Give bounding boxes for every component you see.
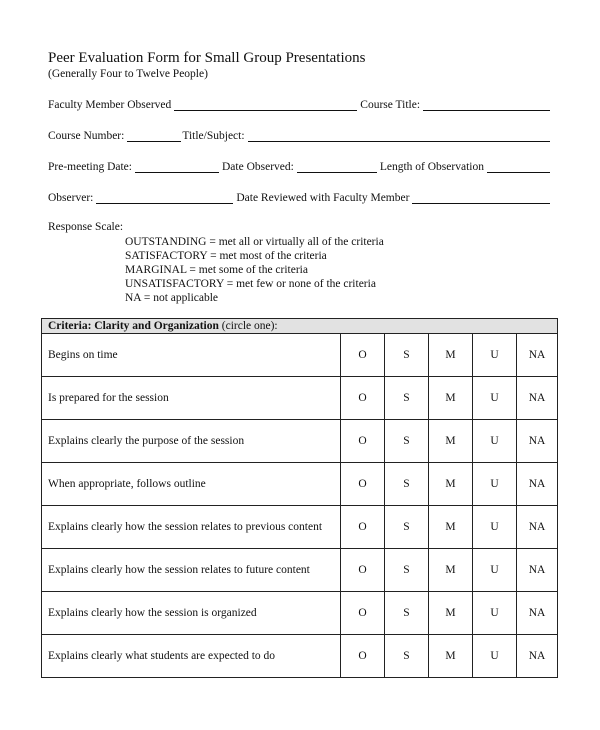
option-satisfactory[interactable]: S: [385, 635, 429, 678]
option-marginal[interactable]: M: [429, 377, 473, 420]
criterion-label: Is prepared for the session: [42, 377, 341, 420]
date-reviewed-label: Date Reviewed with Faculty Member: [236, 192, 410, 204]
title-subject-label: Title/Subject:: [182, 130, 245, 142]
observer-field[interactable]: [96, 191, 233, 204]
option-unsatisfactory[interactable]: U: [473, 506, 517, 549]
option-satisfactory[interactable]: S: [385, 506, 429, 549]
option-na[interactable]: NA: [517, 592, 558, 635]
option-satisfactory[interactable]: S: [385, 592, 429, 635]
criteria-header-row: [42, 319, 558, 334]
observer-label: Observer:: [48, 192, 94, 204]
field-row-course: [48, 126, 550, 142]
option-outstanding[interactable]: O: [341, 420, 385, 463]
scale-item-unsatisfactory: UNSATISFACTORY = met few or none of the criteria: [125, 278, 376, 290]
option-outstanding[interactable]: O: [341, 463, 385, 506]
option-na[interactable]: NA: [517, 334, 558, 377]
field-row-dates: [48, 157, 550, 173]
course-title-label: Course Title:: [360, 99, 421, 111]
option-outstanding[interactable]: O: [341, 506, 385, 549]
option-marginal[interactable]: M: [429, 549, 473, 592]
option-unsatisfactory[interactable]: U: [473, 592, 517, 635]
table-row: [42, 592, 558, 635]
title-subject-field[interactable]: [248, 129, 550, 142]
option-marginal[interactable]: M: [429, 506, 473, 549]
option-outstanding[interactable]: O: [341, 377, 385, 420]
option-outstanding[interactable]: O: [341, 635, 385, 678]
scale-item-na: NA = not applicable: [125, 292, 219, 304]
premeeting-date-field[interactable]: [135, 160, 219, 173]
criterion-label: When appropriate, follows outline: [42, 463, 341, 506]
option-unsatisfactory[interactable]: U: [473, 334, 517, 377]
option-marginal[interactable]: M: [429, 334, 473, 377]
option-unsatisfactory[interactable]: U: [473, 463, 517, 506]
length-observation-field[interactable]: [487, 160, 550, 173]
criteria-heading-title: Criteria: Clarity and Organization: [48, 320, 219, 332]
length-observation-label: Length of Observation: [379, 161, 484, 173]
criterion-label: Explains clearly the purpose of the session: [42, 420, 341, 463]
option-unsatisfactory[interactable]: U: [473, 549, 517, 592]
option-na[interactable]: NA: [517, 463, 558, 506]
option-na[interactable]: NA: [517, 506, 558, 549]
table-row: [42, 506, 558, 549]
criterion-label: Begins on time: [42, 334, 341, 377]
option-na[interactable]: NA: [517, 420, 558, 463]
criteria-heading-note: (circle one):: [218, 320, 278, 332]
field-row-faculty: [48, 95, 550, 111]
table-row: [42, 377, 558, 420]
option-unsatisfactory[interactable]: U: [473, 635, 517, 678]
table-row: [42, 635, 558, 678]
faculty-member-label: Faculty Member Observed: [48, 99, 172, 111]
criteria-table: [41, 318, 558, 678]
table-row: [42, 334, 558, 377]
option-unsatisfactory[interactable]: U: [473, 377, 517, 420]
response-scale-label: Response Scale:: [48, 221, 124, 233]
premeeting-date-label: Pre-meeting Date:: [48, 161, 132, 173]
option-satisfactory[interactable]: S: [385, 377, 429, 420]
option-outstanding[interactable]: O: [341, 592, 385, 635]
option-marginal[interactable]: M: [429, 592, 473, 635]
option-satisfactory[interactable]: S: [385, 334, 429, 377]
page-subtitle: (Generally Four to Twelve People): [48, 68, 208, 80]
page-title: Peer Evaluation Form for Small Group Presentations: [48, 50, 366, 66]
option-marginal[interactable]: M: [429, 635, 473, 678]
scale-item-marginal: MARGINAL = met some of the criteria: [125, 264, 308, 276]
table-row: [42, 420, 558, 463]
option-na[interactable]: NA: [517, 635, 558, 678]
course-title-field[interactable]: [423, 98, 550, 111]
field-row-observer: [48, 188, 550, 204]
option-marginal[interactable]: M: [429, 463, 473, 506]
course-number-field[interactable]: [127, 129, 181, 142]
scale-item-outstanding: OUTSTANDING = met all or virtually all of the criteria: [125, 236, 384, 248]
faculty-member-field[interactable]: [174, 98, 357, 111]
course-number-label: Course Number:: [48, 130, 125, 142]
date-observed-label: Date Observed:: [221, 161, 294, 173]
option-na[interactable]: NA: [517, 549, 558, 592]
date-reviewed-field[interactable]: [412, 191, 550, 204]
option-satisfactory[interactable]: S: [385, 549, 429, 592]
criterion-label: Explains clearly what students are expected to do: [42, 635, 341, 678]
table-row: [42, 549, 558, 592]
option-outstanding[interactable]: O: [341, 549, 385, 592]
table-row: [42, 463, 558, 506]
option-satisfactory[interactable]: S: [385, 463, 429, 506]
criteria-heading: [42, 319, 558, 334]
option-marginal[interactable]: M: [429, 420, 473, 463]
response-scale-list: [125, 235, 384, 305]
scale-item-satisfactory: SATISFACTORY = met most of the criteria: [125, 250, 327, 262]
criterion-label: Explains clearly how the session relates to previous content: [42, 506, 341, 549]
option-outstanding[interactable]: O: [341, 334, 385, 377]
option-satisfactory[interactable]: S: [385, 420, 429, 463]
criterion-label: Explains clearly how the session is organized: [42, 592, 341, 635]
date-observed-field[interactable]: [297, 160, 377, 173]
option-na[interactable]: NA: [517, 377, 558, 420]
criterion-label: Explains clearly how the session relates to future content: [42, 549, 341, 592]
option-unsatisfactory[interactable]: U: [473, 420, 517, 463]
